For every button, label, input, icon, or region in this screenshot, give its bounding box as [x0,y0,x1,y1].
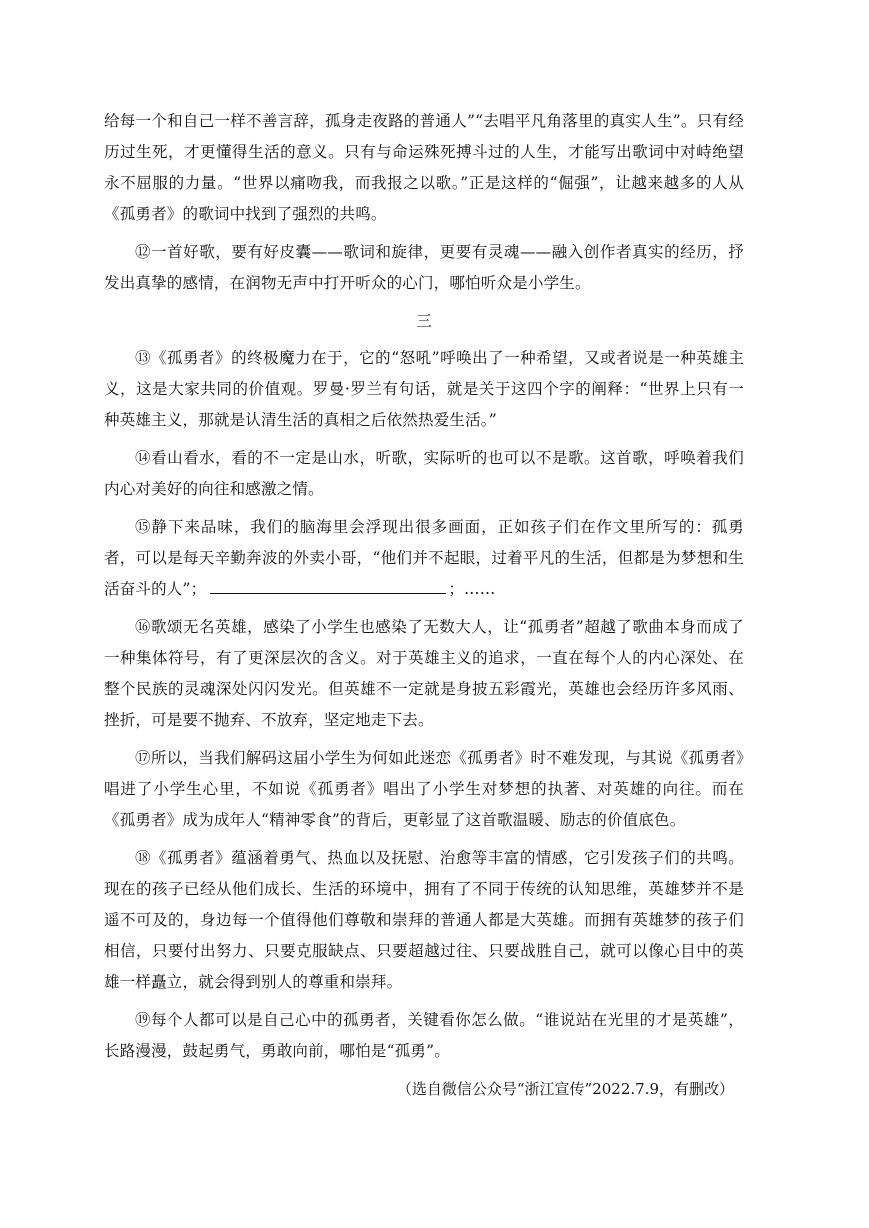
paragraph-14: ⑭看山看水，看的不一定是山水，听歌，实际听的也可以不是歌。这首歌，呼唤着我们内心对美好的向往和感激之情。 [104,449,744,498]
paragraph-16: ⑯歌颂无名英雄，感染了小学生也感染了无数大人，让“孤勇者”超越了歌曲本身而成了一种集体符号，有了更深层次的含义。对于英雄主义的追求，一直在每个人的内心深处、在整个民族的灵魂深处闪闪发光。但英雄不一定就是身披五彩霞光，英雄也会经历许多风雨、挫折，可是要不抛弃、不放弃，坚定地走下去。 [104,618,744,729]
paragraph-18: ⑱《孤勇者》蕴涵着勇气、热血以及抚慰、治愈等丰富的情感，它引发孩子们的共鸣。现在的孩子已经从他们成长、生活的环境中，拥有了不同于传统的认知思维，英雄梦并不是遥不可及的，身边每一个值得他们尊敬和崇拜的普通人都是大英雄。而拥有英雄梦的孩子们相信，只要付出努力、只要克服缺点、只要超越过往、只要战胜自己，就可以像心目中的英雄一样矗立，就会得到别人的尊重和崇拜。 [104,849,744,991]
section-heading: 三 [416,312,432,330]
paragraph-15 [104,512,744,605]
fill-in-blank[interactable] [210,575,446,594]
source-note: （选自微信公众号“浙江宣传”2022.7.9，有删改） [396,1080,734,1098]
paragraph-13: ⑬《孤勇者》的终极魔力在于，它的“怒吼”呼唤出了一种希望，又或者说是一种英雄主义，这是大家共同的价值观。罗曼·罗兰有句话，就是关于这四个字的阐释：“世界上只有一种英雄主义，那就是认清生活的真相之后依然热爱生活。” [104,349,744,429]
paragraph-15-text: ⑮静下来品味，我们的脑海里会浮现出很多画面，正如孩子们在作文里所写的：孤勇者，可以是每天辛勤奔波的外卖小哥，“他们并不起眼，过着平凡的生活，但都是为梦想和生活奋斗的人”； [104,518,744,598]
paragraph-11-continuation: 给每一个和自己一样不善言辞，孤身走夜路的普通人”“去唱平凡角落里的真实人生”。只有经历过生死，才更懂得生活的意义。只有与命运殊死搏斗过的人生，才能写出歌词中对峙绝望永不屈服的力量。“世界以痛吻我，而我报之以歌。”正是这样的“倔强”，让越来越多的人从《孤勇者》的歌词中找到了强烈的共鸣。 [104,112,744,223]
article-body [104,106,744,1105]
paragraph-17: ⑰所以，当我们解码这届小学生为何如此迷恋《孤勇者》时不难发现，与其说《孤勇者》唱进了小学生心里，不如说《孤勇者》唱出了小学生对梦想的执著、对英雄的向往。而在《孤勇者》成为成年人“精神零食”的背后，更彰显了这首歌温暖、励志的价值底色。 [104,749,744,829]
paragraph-15-ending: ；…… [448,580,496,598]
paragraph-19: ⑲每个人都可以是自己心中的孤勇者，关键看你怎么做。“谁说站在光里的才是英雄”，长路漫漫，鼓起勇气，勇敢向前，哪怕是“孤勇”。 [104,1011,744,1060]
paragraph-12: ⑫一首好歌，要有好皮囊——歌词和旋律，更要有灵魂——融入创作者真实的经历，抒发出真挚的感情，在润物无声中打开听众的心门，哪怕听众是小学生。 [104,243,744,292]
